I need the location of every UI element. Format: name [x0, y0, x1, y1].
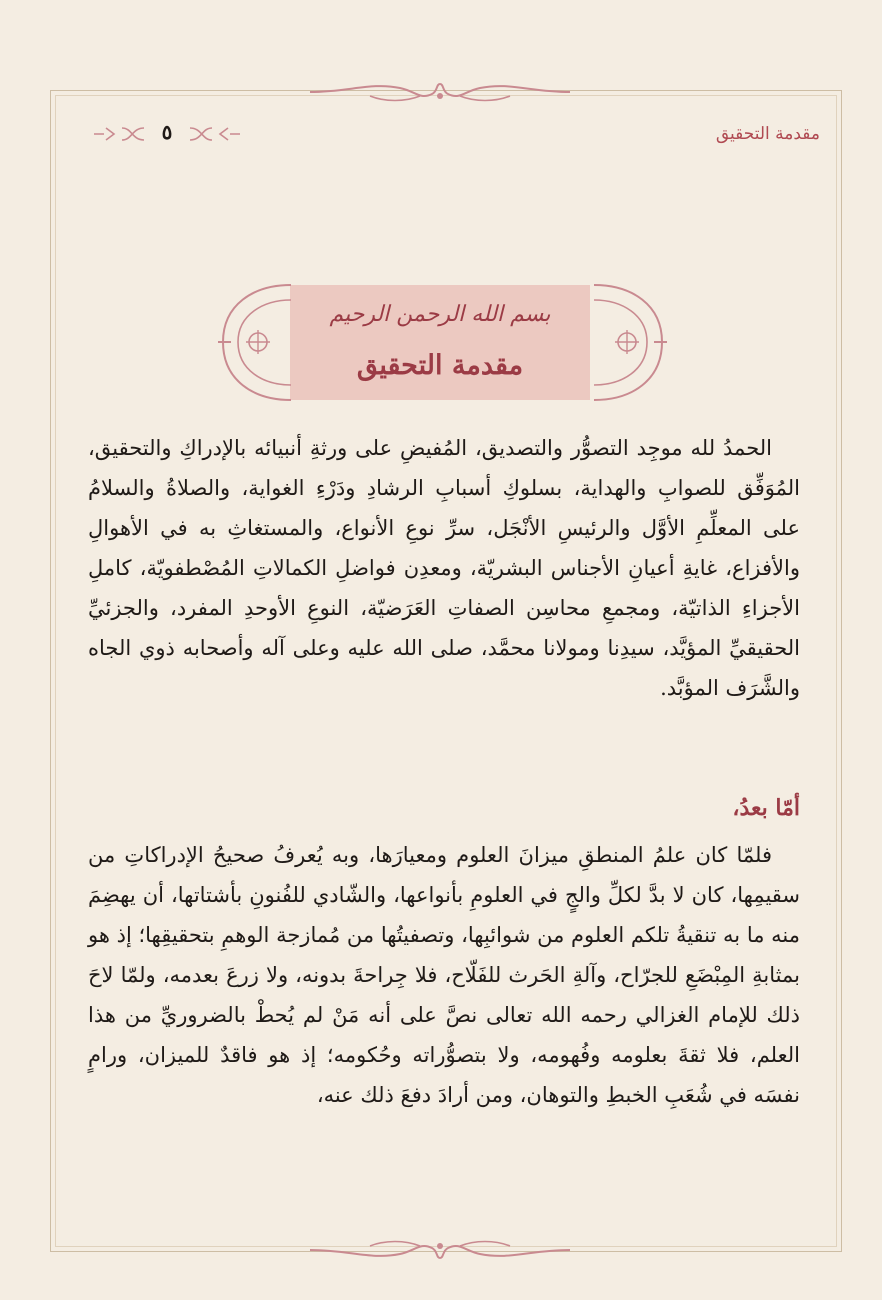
basmala: بسم الله الرحمن الرحيم: [329, 302, 551, 327]
running-title: مقدمة التحقيق: [715, 124, 820, 144]
top-ornament-icon: [310, 78, 570, 106]
main-paragraph: فلمّا كان علمُ المنطقِ ميزانَ العلوم ومعيارَها، وبه يُعرفُ صحيحُ الإدراكاتِ من سقيمِها، كان لا بدَّ لكلِّ والجٍ في العلومِ بأنواعها، والشّادي للفُنونِ بأشتاتها، أن يهضِمَ منه ما به تنقيةُ تلكم العلوم من شوائبِها، وتصفيتُها من مُمازجة الوهمِ بتحقيقِها؛ إذ هو بمثابةِ المِبْضَعِ للجرّاح، وآلةِ الحَرث للفَلّاح، فلا جِراحةَ بدونه، ولا زرعَ بعدمه، ولمّا لاحَ ذلك للإمام الغزالي رحمه الله تعالى نصَّ على أنه مَنْ لم يُحطْ بالضروريِّ من هذا العلم، فلا ثقةَ بعلومه وفُهومه، ولا بتصوُّراته وحُكومه؛ إذ هو فاقدٌ للميزان، ورامٍ نفسَه في شُعَبِ الخبطِ والتوهان، ومن أرادَ دفعَ ذلك عنه،: [88, 843, 800, 1107]
intro-paragraph: الحمدُ لله موجِد التصوُّر والتصديق، المُفيضِ على ورثةِ أنبيائه بالإدراكِ والتحقيق، المُوَفِّق للصوابِ والهداية، بسلوكِ أسبابِ الرشادِ ودَرْءِ الغواية، والصلاةُ والسلامُ على المعلِّمِ الأوَّل والرئيسِ الأنْجَل، سرِّ نوعِ الأنواع، والمستغاثِ به في الأهوالِ والأفزاع، غايةِ أعيانِ الأجناس البشريّة، ومعدِن فواضلِ الكمالاتِ المُصْطفويّة، كاملِ الأجزاءِ الذاتيّة، ومجمعِ محاسِن الصفاتِ العَرَضيّة، النوعِ الأوحدِ المفرد، والجزئيِّ الحقيقيِّ المؤيَّد، سيدِنا ومولانا محمَّد، صلى الله عليه وعلى آله وأصحابه ذوي الجاه والشَّرَف المؤبَّد.: [88, 436, 800, 700]
bottom-ornament-icon: [310, 1236, 570, 1264]
right-arabesque-icon: [592, 280, 672, 405]
page-number-ornament: [92, 120, 242, 148]
page-number: ٥: [161, 120, 173, 144]
subheading: أمّا بعدُ،: [732, 795, 800, 821]
section-title: مقدمة التحقيق: [356, 350, 524, 381]
left-arabesque-icon: [213, 280, 293, 405]
